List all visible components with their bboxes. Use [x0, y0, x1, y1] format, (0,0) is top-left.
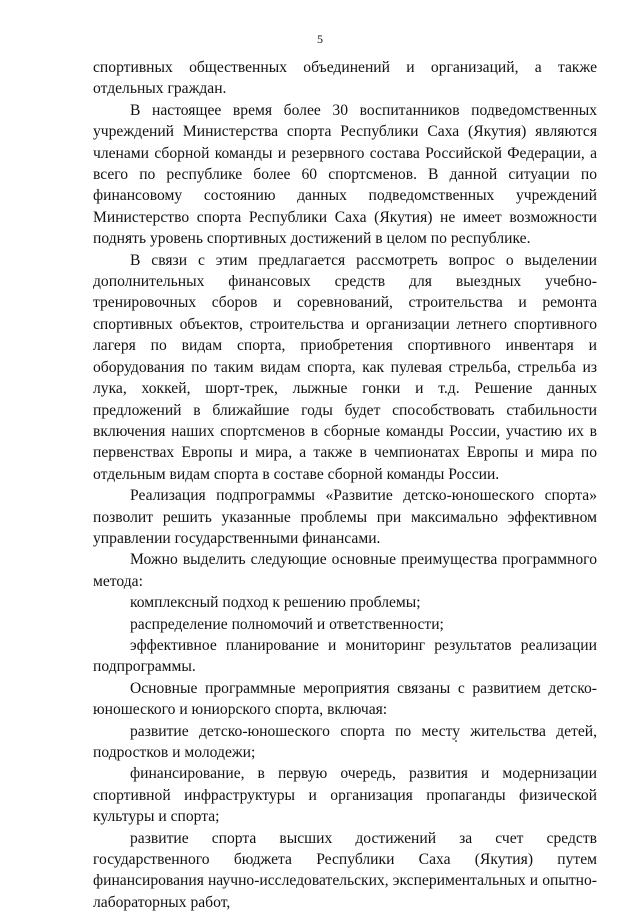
list-item-comprehensive-approach: комплексный подход к решению проблемы;: [130, 594, 421, 612]
list-item-distribution-of-powers: распределение полномочий и ответственности;: [130, 615, 444, 633]
list-item-elite-sport: развитие спорта высших достижений за счет средств государственного бюджета Республики Саха (Якутия) путем финансирования научно-исследовательских, экспериментальных и опытно-лабораторных работ,: [93, 829, 597, 911]
list-item-infrastructure-financing: финансирование, в первую очередь, развития и модернизации спортивной инфраструктуры и организация пропаганды физической культуры и спорта;: [93, 765, 597, 826]
paragraph-continuation: спортивных общественных объединений и организаций, а также отдельных граждан.: [93, 59, 597, 98]
list-item-youth-sport: развитие детско-юношеского спорта по месту жительства детей, подростков и молодежи;: [93, 722, 597, 761]
scan-speck: [455, 740, 457, 742]
paragraph-funding-proposal: В связи с этим предлагается рассмотреть вопрос о выделении дополнительных финансовых средств для выездных учебно-тренировочных сборов и соревнований, строительства и ремонта спортивных объектов, строительства и организации летнего спортивного лагеря по видам спорта, приобретения спортивного инвентаря и оборудования по таким видам спорта, как пулевая стрельба, стрельба из лука, хоккей, шорт-трек, лыжные гонки и т.д. Решение данных предложений в ближайшие годы будет способствовать стабильности включения наших спортсменов в сборные команды России, участию их в первенствах Европы и мира, а также в чемпионатах Европы и мира по отдельным видам спорта в составе сборной команды России.: [93, 251, 597, 483]
list-item-effective-planning: эффективное планирование и мониторинг результатов реализации подпрограммы.: [93, 636, 597, 676]
page-number: 5: [317, 32, 323, 46]
paragraph-advantages-intro: Можно выделить следующие основные преимущества программного метода:: [93, 551, 597, 590]
paragraph-main-activities: Основные программные мероприятия связаны с развитием детско-юношеского и юниорского спорта, включая:: [93, 679, 597, 719]
document-body: [93, 57, 597, 913]
paragraph-subprogram-implementation: Реализация подпрограммы «Развитие детско-юношеского спорта» позволит решить указанные проблемы при максимально эффективном управлении государственными финансами.: [93, 487, 597, 547]
paragraph-athletes-count: В настоящее время более 30 воспитанников подведомственных учреждений Министерства спорта Республики Саха (Якутия) являются членами сборной команды и резервного состава Российской Федерации, а всего по республике более 60 спортсменов. В данной ситуации по финансовому состоянию данных подведомственных учреждений Министерство спорта Республики Саха (Якутия) не имеет возможности поднять уровень спортивных достижений в целом по республике.: [93, 101, 597, 248]
